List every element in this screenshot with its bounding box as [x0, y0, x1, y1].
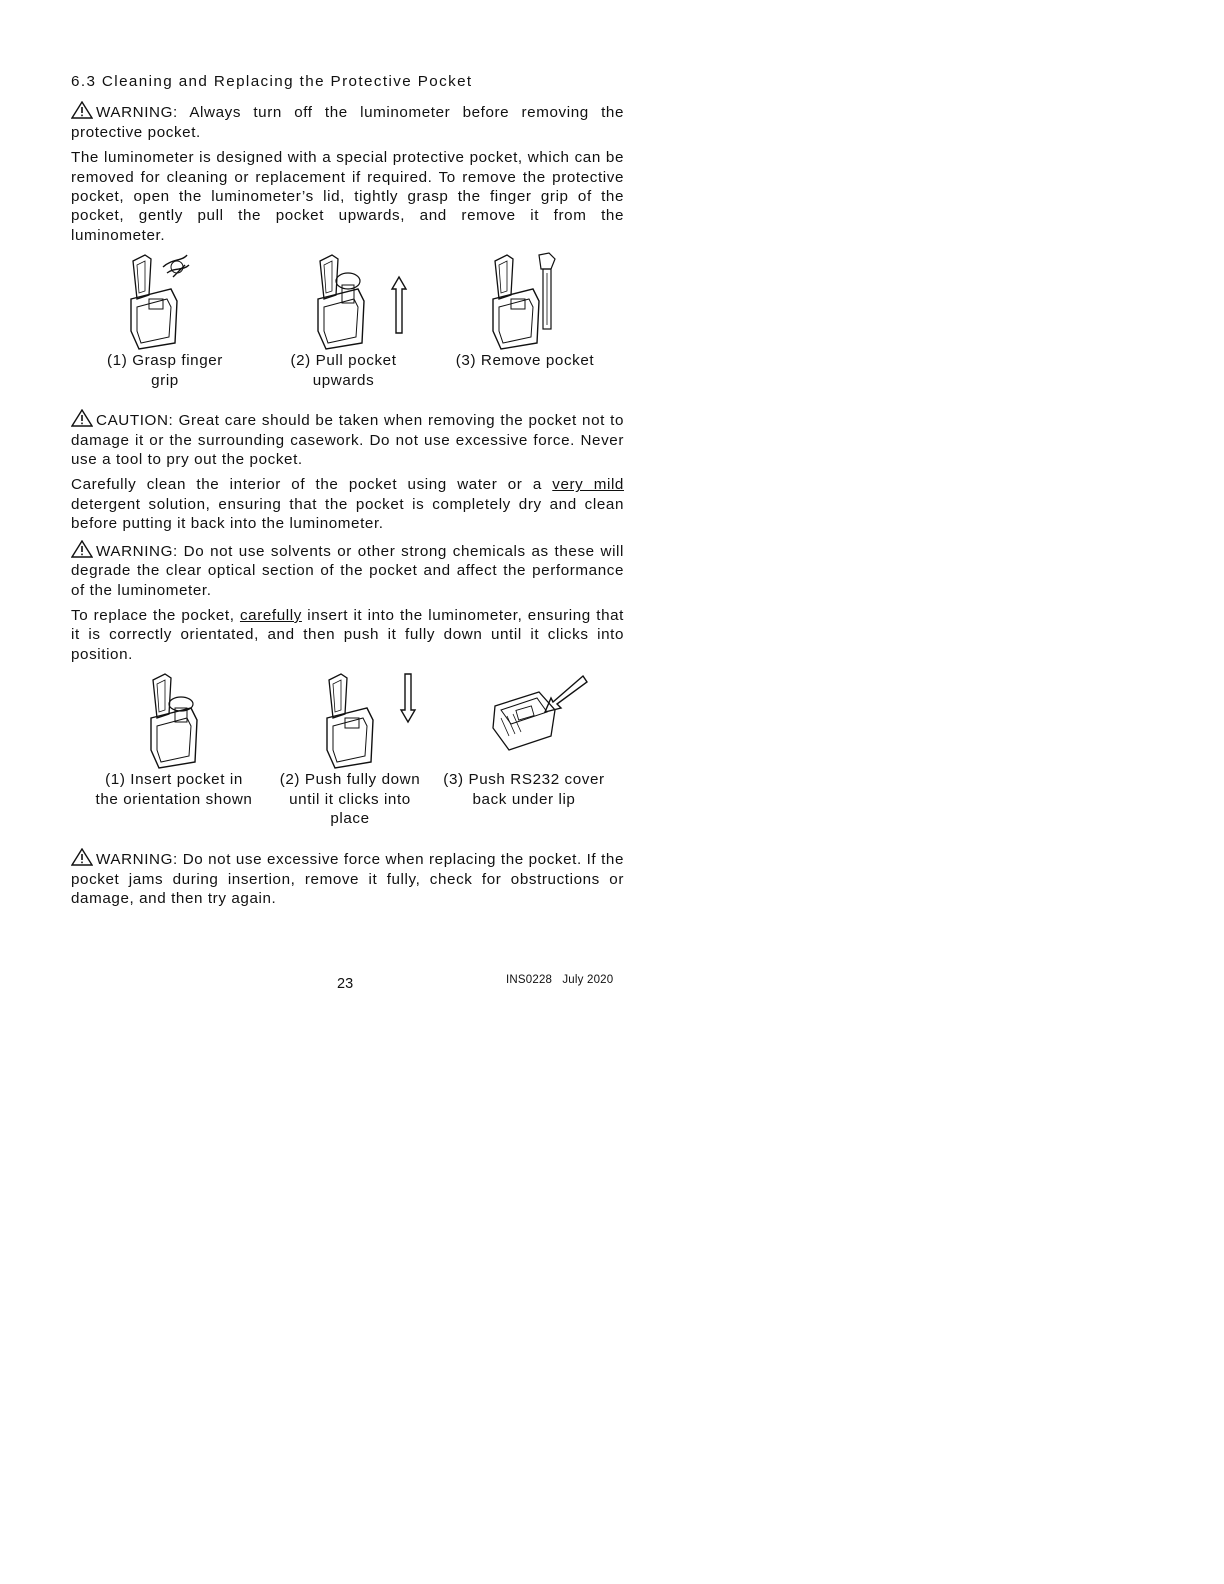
removal-captions — [71, 351, 624, 409]
push-fully-down-illustration — [323, 670, 433, 770]
replace-paragraph — [71, 606, 624, 664]
pull-pocket-upwards-illustration — [314, 251, 424, 351]
warning-2-text: Do not use solvents or other strong chemicals as these will degrade the clear optical section of the pocket and affect the performance of the luminometer. — [71, 542, 624, 599]
clean-text-after: detergent solution, ensuring that the pocket is completely dry and clean before putting it back into the luminometer. — [71, 495, 624, 533]
document-reference: INS0228 July 2020 — [506, 974, 614, 986]
warning-3-label: WARNING: — [96, 851, 178, 869]
warning-triangle-icon — [71, 101, 93, 119]
intro-paragraph: The luminometer is designed with a special protective pocket, which can be removed for cleaning or replacement if required. To remove the protective pocket, open the luminometer’s lid, tightly grasp the finger grip of the pocket, gently pull the pocket upwards, and remove it from the luminometer. — [71, 149, 624, 244]
warning-triangle-icon — [71, 540, 93, 558]
insert-pocket-illustration — [147, 670, 227, 770]
clean-text-before: Carefully clean the interior of the pocket using water or a — [71, 476, 553, 494]
warning-triangle-icon — [71, 848, 93, 866]
manual-page — [71, 72, 624, 914]
insert-figures — [71, 670, 624, 770]
remove-pocket-illustration — [489, 251, 569, 351]
insert-caption-1: (1) Insert pocket in the orientation shown — [95, 771, 253, 808]
replace-emphasis: carefully — [239, 606, 302, 624]
warning-2 — [71, 540, 624, 600]
caution-text: Great care should be taken when removing the pocket not to damage it or the surrounding casework. Do not use excessive force. Never use a tool to pry out the pocket. — [71, 412, 625, 469]
replace-text-after: insert it into the luminometer, ensuring that it is correctly orientated, and then push it fully down until it clicks into position. — [71, 606, 624, 663]
caution-label: CAUTION: — [96, 412, 174, 430]
warning-3-text: Do not use excessive force when replacing the pocket. If the pocket jams during insertion, remove it fully, check for obstructions or damage, and then try again. — [71, 851, 624, 907]
warning-1-label: WARNING: — [96, 104, 178, 122]
clean-paragraph — [71, 475, 624, 533]
warning-3 — [71, 848, 624, 908]
warning-1 — [71, 101, 624, 142]
section-heading: 6.3 Cleaning and Replacing the Protective Pocket — [71, 73, 473, 90]
warning-triangle-icon — [71, 409, 93, 427]
clean-emphasis: very mild — [552, 476, 624, 494]
insert-caption-2: (2) Push fully down until it clicks into place — [279, 771, 421, 828]
caution-paragraph — [71, 409, 624, 469]
removal-caption-2: (2) Pull pocket upwards — [290, 352, 397, 389]
warning-1-text: Always turn off the luminometer before removing the protective pocket. — [71, 104, 625, 141]
removal-figures — [71, 251, 624, 351]
removal-caption-1: (1) Grasp finger grip — [107, 352, 223, 389]
push-rs232-cover-illustration — [489, 670, 593, 756]
grasp-finger-grip-illustration — [127, 251, 207, 351]
replace-text-before: To replace the pocket, — [71, 606, 240, 624]
insert-captions — [71, 770, 624, 848]
removal-caption-3: (3) Remove pocket — [455, 352, 595, 370]
page-number: 23 — [337, 976, 354, 992]
warning-2-label: WARNING: — [96, 542, 178, 560]
insert-caption-3: (3) Push RS232 cover back under lip — [443, 771, 605, 808]
